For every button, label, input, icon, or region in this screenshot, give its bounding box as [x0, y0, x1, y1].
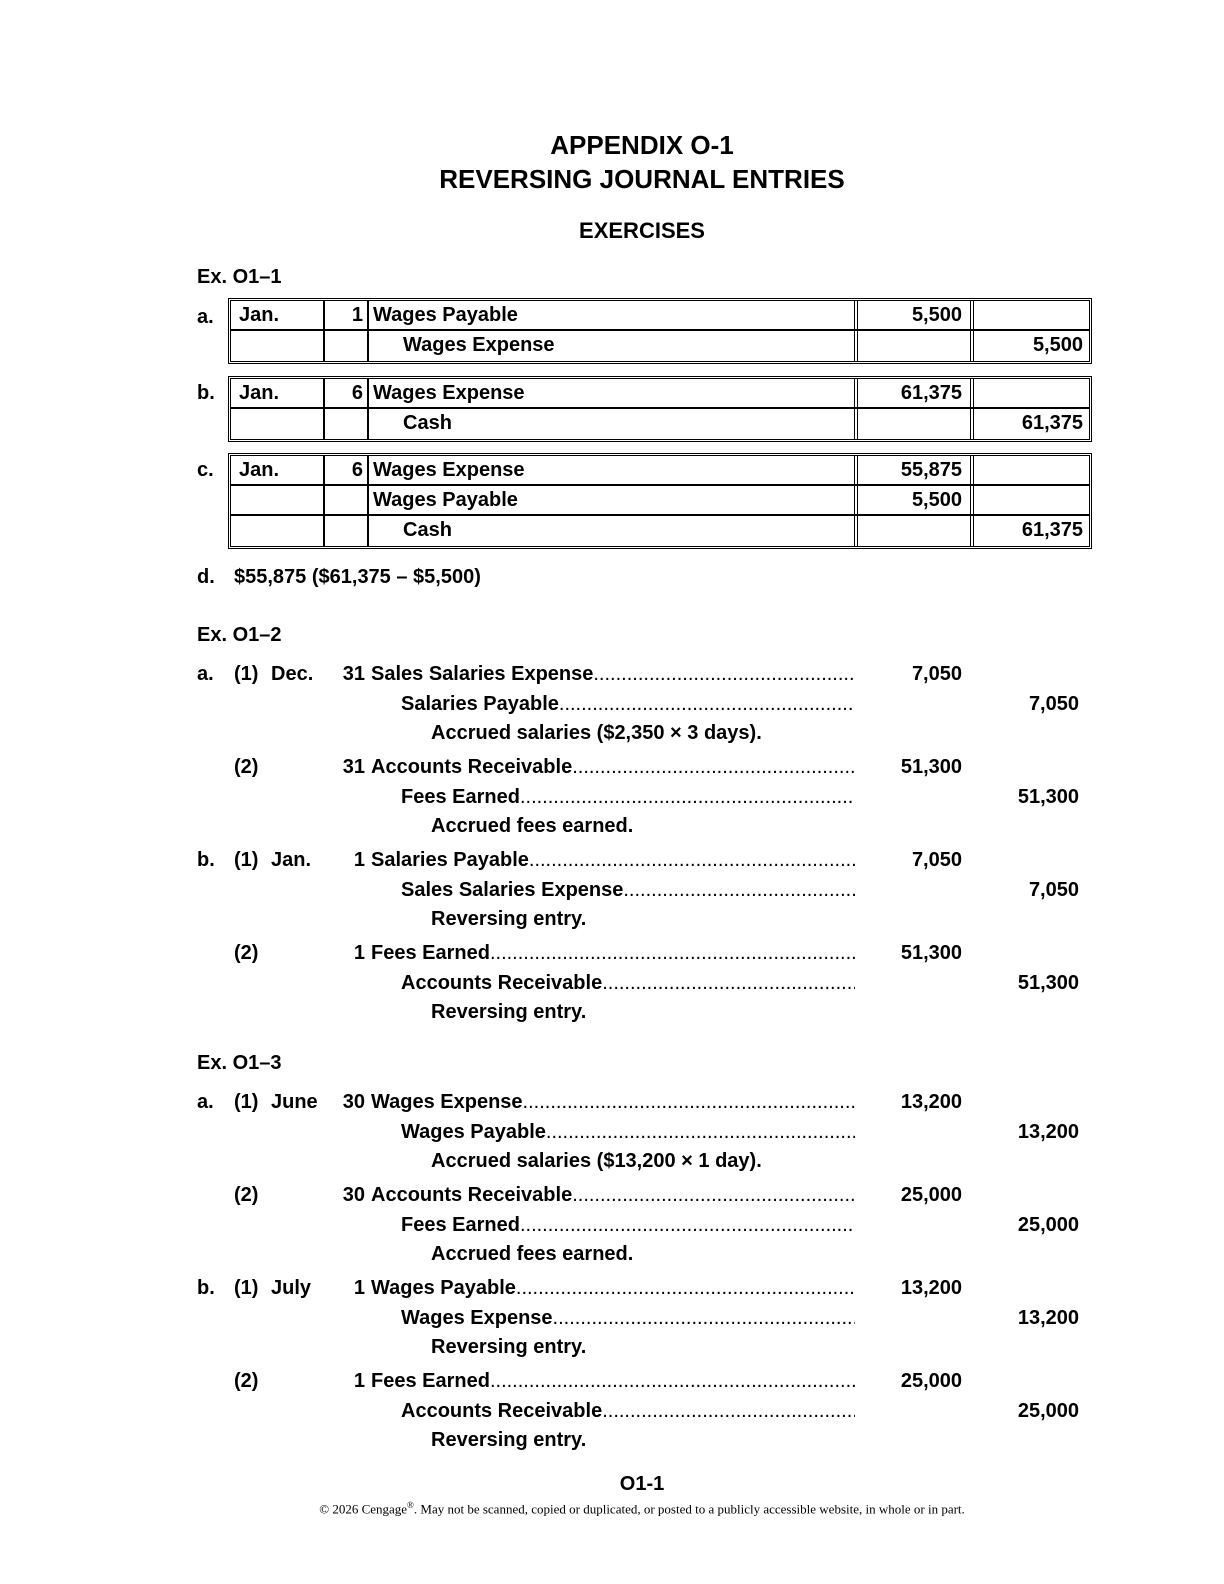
- month-cell: Jan.: [231, 301, 325, 329]
- journal-line: [197, 1239, 1087, 1269]
- table-row: [231, 379, 1089, 409]
- credit-amount: 51,300: [1017, 786, 1079, 808]
- entry-number: (2): [234, 942, 259, 964]
- journal-line: [197, 1425, 1087, 1455]
- credit-cell: [974, 379, 1089, 407]
- credit-account: Fees Earned .....: [401, 782, 855, 812]
- credit-amount: 7,050: [1028, 879, 1079, 901]
- credit-account: Sales Salaries Expense .....: [401, 875, 855, 905]
- part-label: a.: [197, 1091, 214, 1113]
- credit-amount: 13,200: [1017, 1121, 1079, 1143]
- journal-line: [197, 997, 1087, 1027]
- page-number: O1-1: [619, 1473, 665, 1495]
- table-row: [231, 516, 1089, 546]
- day: 30: [342, 1091, 365, 1113]
- exercise-heading: Ex. O1–3: [197, 1052, 282, 1074]
- debit-account: Fees Earned .....: [371, 938, 855, 968]
- debit-amount: 51,300: [900, 942, 962, 964]
- part-label: a.: [197, 306, 214, 328]
- debit-account: Fees Earned .....: [371, 1366, 855, 1396]
- table-row: [231, 486, 1089, 516]
- journal-line: [197, 1210, 1087, 1240]
- credit-account: Accounts Receivable .....: [401, 968, 855, 998]
- credit-cell: [974, 456, 1089, 484]
- part-label: c.: [197, 459, 214, 481]
- debit-amount: 25,000: [900, 1370, 962, 1392]
- journal-line: [197, 1087, 1087, 1117]
- day: 1: [353, 1277, 365, 1299]
- credit-cell: [974, 486, 1089, 514]
- credit-amount: 7,050: [1028, 693, 1079, 715]
- debit-cell: [858, 409, 974, 439]
- journal-line: [197, 938, 1087, 968]
- debit-amount: 7,050: [911, 663, 962, 685]
- debit-account: Accounts Receivable .....: [371, 1180, 855, 1210]
- day: 30: [342, 1184, 365, 1206]
- credit-account: Fees Earned .....: [401, 1210, 855, 1240]
- part-label: a.: [197, 663, 214, 685]
- table-row: [231, 409, 1089, 439]
- journal-line: [197, 689, 1087, 719]
- explanation: Accrued salaries ($13,200 × 1 day).: [431, 1150, 762, 1172]
- credit-cell: 61,375: [1021, 412, 1083, 434]
- credit-account: Salaries Payable .....: [401, 689, 855, 719]
- entry-number: (2): [234, 1184, 259, 1206]
- debit-account: Wages Payable .....: [371, 1273, 855, 1303]
- debit-account: Salaries Payable .....: [371, 845, 855, 875]
- month-cell: [231, 409, 325, 439]
- debit-account: Accounts Receivable .....: [371, 752, 855, 782]
- account-cell: Wages Expense: [369, 379, 858, 407]
- section-title: EXERCISES: [579, 218, 705, 243]
- journal-table-c: [228, 453, 1092, 549]
- credit-amount: 13,200: [1017, 1307, 1079, 1329]
- account-cell: Cash: [369, 516, 858, 546]
- debit-cell: [858, 331, 974, 361]
- explanation: Reversing entry.: [431, 1429, 587, 1451]
- credit-cell: [974, 301, 1089, 329]
- account-cell: Wages Expense: [369, 456, 858, 484]
- explanation: Accrued salaries ($2,350 × 3 days).: [431, 722, 762, 744]
- journal-line: [197, 968, 1087, 998]
- journal-line: [197, 904, 1087, 934]
- day: 31: [342, 756, 365, 778]
- entry-number: (1): [234, 1091, 259, 1113]
- day: 31: [342, 663, 365, 685]
- day-cell: [325, 409, 369, 439]
- month-cell: [231, 331, 325, 361]
- explanation: Accrued fees earned.: [431, 815, 634, 837]
- day: 1: [353, 1370, 365, 1392]
- month: July: [271, 1277, 312, 1299]
- day: 1: [353, 942, 365, 964]
- credit-account: Wages Expense .....: [401, 1303, 855, 1333]
- journal-line: [197, 1180, 1087, 1210]
- entry-number: (1): [234, 663, 259, 685]
- month: June: [271, 1091, 318, 1113]
- debit-amount: 51,300: [900, 756, 962, 778]
- account-cell: Cash: [369, 409, 858, 439]
- entry-number: (2): [234, 1370, 259, 1392]
- explanation: Reversing entry.: [431, 908, 587, 930]
- day-cell: [325, 486, 369, 514]
- journal-line: [197, 1303, 1087, 1333]
- journal-line: [197, 1366, 1087, 1396]
- month-cell: [231, 486, 325, 514]
- table-row: [231, 456, 1089, 486]
- debit-amount: 13,200: [900, 1277, 962, 1299]
- journal-line: [197, 782, 1087, 812]
- debit-cell: 5,500: [858, 486, 974, 514]
- journal-line: [197, 1117, 1087, 1147]
- part-label: b.: [197, 382, 215, 404]
- registered-mark: ®: [407, 1500, 414, 1510]
- day-cell: [325, 516, 369, 546]
- account-cell: Wages Expense: [369, 331, 858, 361]
- journal-line: [197, 1273, 1087, 1303]
- entry-number: (2): [234, 756, 259, 778]
- entry-number: (1): [234, 849, 259, 871]
- table-row: [231, 331, 1089, 361]
- day-cell: [325, 331, 369, 361]
- debit-account: Sales Salaries Expense .....: [371, 659, 855, 689]
- journal-line: [197, 752, 1087, 782]
- appendix-title: APPENDIX O-1: [550, 130, 734, 160]
- day-cell: 6: [325, 379, 369, 407]
- journal-table-b: [228, 376, 1092, 442]
- entry-number: (1): [234, 1277, 259, 1299]
- answer-text: $55,875 ($61,375 – $5,500): [234, 566, 481, 588]
- journal-line: [197, 718, 1087, 748]
- journal-line: [197, 1332, 1087, 1362]
- debit-cell: 55,875: [858, 456, 974, 484]
- journal-line: [197, 1396, 1087, 1426]
- debit-cell: [858, 516, 974, 546]
- debit-cell: 5,500: [858, 301, 974, 329]
- exercise-heading: Ex. O1–2: [197, 624, 282, 646]
- credit-cell: 5,500: [1032, 334, 1083, 356]
- debit-account: Wages Expense .....: [371, 1087, 855, 1117]
- explanation: Reversing entry.: [431, 1336, 587, 1358]
- part-label: b.: [197, 849, 215, 871]
- journal-table-a: [228, 298, 1092, 364]
- copyright-notice: [0, 1500, 1224, 1517]
- journal-line: [197, 811, 1087, 841]
- account-cell: Wages Payable: [369, 301, 858, 329]
- debit-amount: 7,050: [911, 849, 962, 871]
- credit-cell: 61,375: [1021, 519, 1083, 541]
- copyright-pre: © 2026 Cengage: [319, 1501, 408, 1517]
- credit-amount: 25,000: [1017, 1400, 1079, 1422]
- explanation: Accrued fees earned.: [431, 1243, 634, 1265]
- copyright-post: . May not be scanned, copied or duplicated, or posted to a publicly accessible website, in whole or in part.: [413, 1501, 965, 1517]
- credit-amount: 25,000: [1017, 1214, 1079, 1236]
- part-label: d.: [197, 566, 215, 588]
- table-row: [231, 301, 1089, 331]
- debit-cell: 61,375: [858, 379, 974, 407]
- month-cell: Jan.: [231, 456, 325, 484]
- exercise-heading: Ex. O1–1: [197, 266, 282, 288]
- day-cell: 6: [325, 456, 369, 484]
- chapter-title: REVERSING JOURNAL ENTRIES: [439, 164, 845, 194]
- credit-account: Accounts Receivable .....: [401, 1396, 855, 1426]
- credit-amount: 51,300: [1017, 972, 1079, 994]
- part-label: b.: [197, 1277, 215, 1299]
- month-cell: Jan.: [231, 379, 325, 407]
- journal-line: [197, 875, 1087, 905]
- day: 1: [353, 849, 365, 871]
- journal-line: [197, 659, 1087, 689]
- month: Dec.: [271, 663, 314, 685]
- day-cell: 1: [325, 301, 369, 329]
- month-cell: [231, 516, 325, 546]
- debit-amount: 13,200: [900, 1091, 962, 1113]
- month: Jan.: [271, 849, 312, 871]
- account-cell: Wages Payable: [369, 486, 858, 514]
- journal-line: [197, 845, 1087, 875]
- debit-amount: 25,000: [900, 1184, 962, 1206]
- journal-line: [197, 1146, 1087, 1176]
- explanation: Reversing entry.: [431, 1001, 587, 1023]
- credit-account: Wages Payable .....: [401, 1117, 855, 1147]
